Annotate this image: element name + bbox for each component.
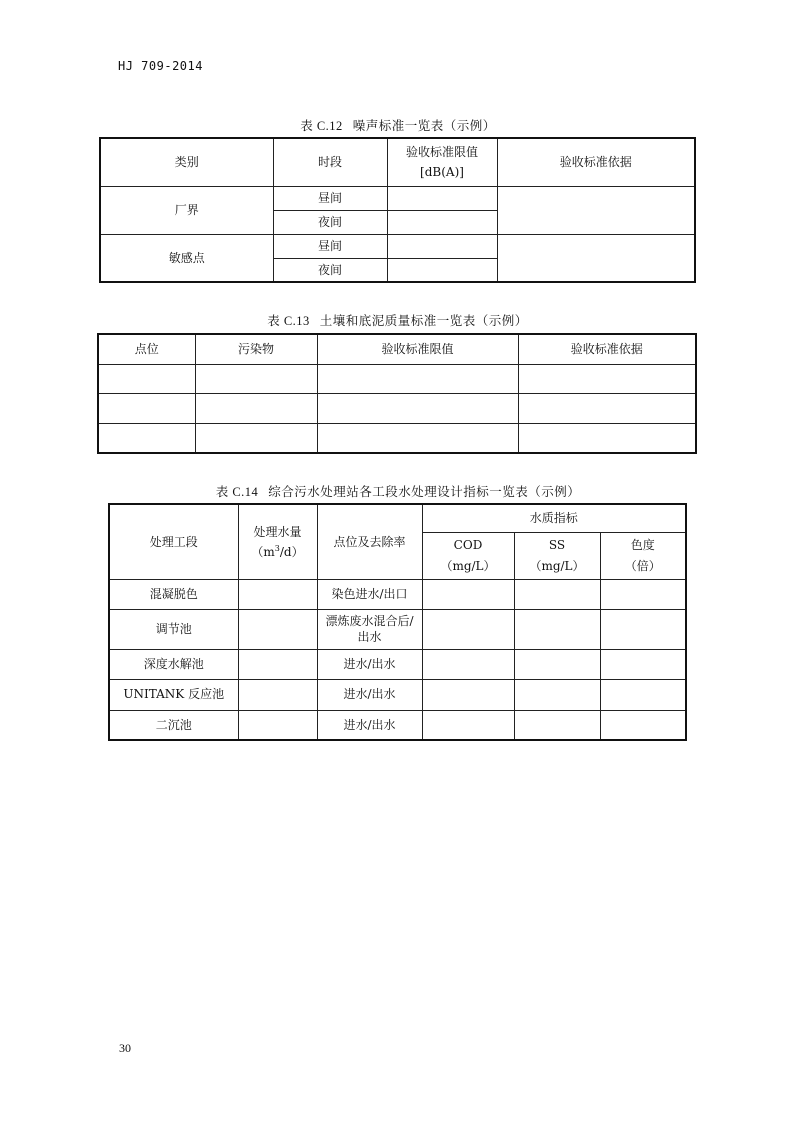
table-c14-wastewater-indicators	[108, 503, 687, 741]
header-cod	[422, 532, 514, 579]
unit-suffix: /d）	[279, 544, 304, 559]
header-point-removal: 点位及去除率	[317, 504, 422, 579]
table-c13-caption	[97, 311, 695, 329]
header-volume	[238, 504, 317, 579]
cell-empty	[518, 393, 696, 423]
header-cod-unit: （mg/L）	[440, 558, 496, 573]
cell-empty	[422, 710, 514, 740]
header-limit	[387, 138, 497, 186]
header-ss-label: SS	[548, 538, 566, 553]
header-limit: 验收标准限值	[317, 334, 518, 364]
cell-empty	[600, 649, 686, 679]
row-period-night: 夜间	[273, 210, 387, 234]
cell-empty	[514, 679, 600, 710]
header-volume-unit	[239, 544, 317, 560]
table-c12-noise-standards	[99, 137, 696, 283]
cell-empty	[422, 649, 514, 679]
cell-empty	[195, 364, 317, 393]
cell-empty	[600, 710, 686, 740]
table-c13-caption-number: 表 C.13	[267, 314, 310, 328]
unit-superscript: 3	[274, 543, 280, 553]
cell-empty	[238, 679, 317, 710]
table-c13-caption-title: 土壤和底泥质量标准一览表（示例）	[319, 313, 528, 328]
cell-empty	[238, 609, 317, 649]
header-period: 时段	[273, 138, 387, 186]
cell-empty	[497, 234, 695, 282]
table-c14-caption	[108, 482, 685, 500]
cell-empty	[98, 364, 195, 393]
header-ss	[514, 532, 600, 579]
header-point: 点位	[98, 334, 195, 364]
cell-empty	[600, 679, 686, 710]
cell-empty	[98, 423, 195, 453]
row-stage: 混凝脱色	[109, 579, 238, 609]
cell-empty	[387, 234, 497, 258]
row-stage: 调节池	[109, 609, 238, 649]
cell-empty	[514, 710, 600, 740]
cell-empty	[518, 364, 696, 393]
cell-empty	[195, 393, 317, 423]
cell-empty	[387, 258, 497, 282]
header-stage: 处理工段	[109, 504, 238, 579]
cell-empty	[98, 393, 195, 423]
header-cod-label: COD	[453, 538, 483, 553]
table-c12-caption	[99, 116, 694, 134]
row-period-day: 昼间	[273, 234, 387, 258]
header-pollutant: 污染物	[195, 334, 317, 364]
cell-empty	[497, 186, 695, 234]
cell-empty	[195, 423, 317, 453]
table-c14-caption-number: 表 C.14	[215, 485, 259, 499]
header-color-label: 色度	[630, 538, 655, 553]
cell-empty	[518, 423, 696, 453]
table-c13-soil-standards	[97, 333, 697, 454]
header-color-unit: （倍）	[624, 558, 661, 573]
table-c12-caption-number: 表 C.12	[300, 119, 343, 133]
header-basis: 验收标准依据	[518, 334, 696, 364]
row-stage: UNITANK 反应池	[109, 679, 238, 710]
cell-empty	[387, 186, 497, 210]
cell-empty	[600, 579, 686, 609]
row-category-sensitive-point: 敏感点	[100, 234, 273, 282]
table-c12-caption-title: 噪声标准一览表（示例）	[352, 118, 496, 133]
row-period-day: 昼间	[273, 186, 387, 210]
cell-empty	[514, 579, 600, 609]
cell-empty	[238, 710, 317, 740]
row-stage: 深度水解池	[109, 649, 238, 679]
header-limit-unit: [dB(A)]	[420, 165, 464, 180]
cell-empty	[317, 423, 518, 453]
cell-empty	[422, 579, 514, 609]
row-period-night: 夜间	[273, 258, 387, 282]
table-c14-caption-title: 综合污水处理站各工段水处理设计指标一览表（示例）	[268, 484, 581, 499]
page-number: 30	[119, 1041, 131, 1055]
header-basis: 验收标准依据	[497, 138, 695, 186]
unit-prefix: （m	[251, 544, 275, 559]
cell-empty	[387, 210, 497, 234]
cell-empty	[514, 609, 600, 649]
row-point: 进水/出水	[317, 649, 422, 679]
cell-empty	[600, 609, 686, 649]
row-point: 漂炼废水混合后/出水	[317, 609, 422, 649]
row-point: 进水/出水	[317, 710, 422, 740]
header-limit-label: 验收标准限值	[405, 145, 478, 160]
cell-empty	[317, 393, 518, 423]
header-ss-unit: （mg/L）	[529, 558, 585, 573]
cell-empty	[514, 649, 600, 679]
cell-empty	[422, 679, 514, 710]
row-point: 染色进水/出口	[317, 579, 422, 609]
row-category-boundary: 厂界	[100, 186, 273, 234]
cell-empty	[238, 579, 317, 609]
header-color	[600, 532, 686, 579]
cell-empty	[317, 364, 518, 393]
header-volume-label: 处理水量	[253, 524, 302, 539]
row-stage: 二沉池	[109, 710, 238, 740]
document-code: HJ 709-2014	[118, 59, 203, 73]
row-point: 进水/出水	[317, 679, 422, 710]
cell-empty	[422, 609, 514, 649]
cell-empty	[238, 649, 317, 679]
header-water-quality: 水质指标	[422, 504, 686, 532]
header-category: 类别	[100, 138, 273, 186]
